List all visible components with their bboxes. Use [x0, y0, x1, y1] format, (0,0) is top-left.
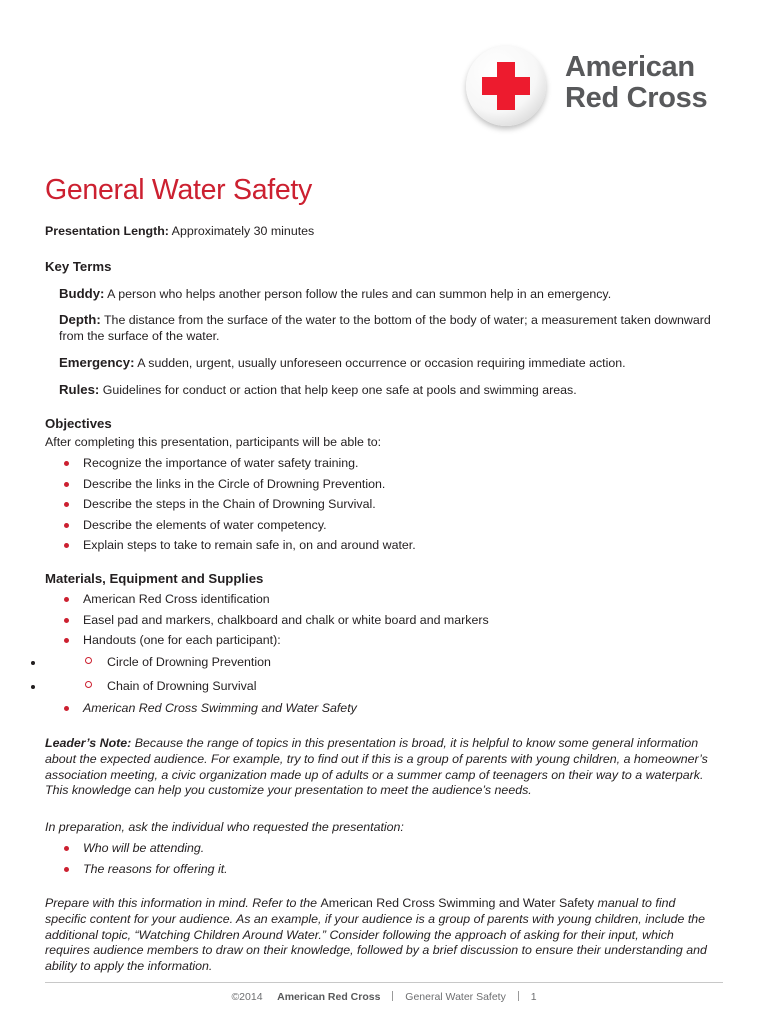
footer-page-number: 1: [530, 991, 537, 1003]
objectives-heading: Objectives: [45, 416, 112, 431]
prepare-paragraph: [45, 896, 720, 975]
bullet-dot: [64, 482, 69, 487]
leaders-note-label: Leader’s Note:: [45, 736, 132, 750]
list-item: [45, 700, 725, 721]
materials-heading: Materials, Equipment and Supplies: [45, 571, 264, 586]
list-item-text: Handouts (one for each participant):: [83, 633, 281, 648]
footer-divider: [45, 982, 723, 983]
footer-doc-title: General Water Safety: [405, 991, 506, 1003]
leaders-note: [45, 736, 720, 799]
list-item-text: American Red Cross identification: [83, 592, 270, 606]
manual-title: American Red Cross Swimming and Water Safety: [320, 896, 595, 910]
bullet-dot: [64, 618, 69, 623]
term-name: Depth:: [59, 312, 101, 327]
list-item-text: Describe the links in the Circle of Drowning Prevention.: [83, 476, 386, 491]
logo-wordmark: [565, 52, 707, 114]
term-emergency: [59, 354, 719, 371]
footer-separator: [518, 991, 519, 1001]
list-item-text: Describe the steps in the Chain of Drowning Survival.: [83, 497, 376, 512]
prepare-text-2: manual to find specific content for your audience. As an example, if your audience is a group of parents with young children, include the additional topic, “Watching Children Around Water.” Consider following the approach of asking for their input, which requires audience members to draw on their knowledge, followed by a brief discussion to ensure their understanding and ability to apply the information.: [45, 896, 707, 974]
list-item: [45, 840, 725, 861]
list-item: [45, 496, 725, 517]
page-title: General Water Safety: [45, 174, 312, 206]
term-name: Emergency:: [59, 355, 135, 370]
bullet-dot: [64, 597, 69, 602]
leaders-note-text: Because the range of topics in this presentation is broad, it is helpful to know some general information about the expected audience. For example, try to find out if this is a group of parents with young children, a homeowner’s association meeting, a civic organization made up of adults or a summer camp of teenagers on their way to a waterpark. This knowledge can help you customize your presentation to meet the audience’s needs.: [45, 736, 708, 798]
handouts-list: [45, 654, 725, 701]
bullet-dot: [64, 461, 69, 466]
list-item: [45, 861, 725, 882]
preparation-list: [45, 840, 725, 881]
bullet-dot: [64, 846, 69, 851]
list-item-text: American Red Cross Swimming and Water Safety: [83, 701, 357, 715]
list-item-text: Easel pad and markers, chalkboard and chalk or white board and markers: [83, 612, 489, 627]
term-depth: [59, 312, 719, 344]
list-item-text: The reasons for offering it.: [83, 861, 228, 876]
term-name: Rules:: [59, 382, 100, 397]
logo-line-2: Red Cross: [565, 82, 708, 114]
list-item: [45, 455, 725, 476]
bullet-ring: [85, 657, 92, 664]
bullet-dot: [64, 543, 69, 548]
term-rules: [59, 381, 719, 398]
prepare-text-1: Prepare with this information in mind. Refer to the: [45, 896, 321, 910]
presentation-length-value: Approximately 30 minutes: [168, 224, 315, 238]
bullet-dot: [64, 867, 69, 872]
red-cross-icon: [478, 58, 534, 114]
list-item: [45, 654, 725, 678]
term-name: Buddy:: [59, 286, 105, 301]
preparation-intro: In preparation, ask the individual who requested the presentation:: [45, 820, 404, 834]
list-item: [45, 591, 725, 612]
bullet-ring: [85, 681, 92, 688]
footer-copyright: ©2014: [231, 991, 263, 1003]
list-item: [45, 476, 725, 497]
term-definition: A person who helps another person follow the rules and can summon help in an emergency.: [104, 287, 612, 301]
list-item-text: Chain of Drowning Survival: [107, 678, 257, 693]
bullet-dot: [64, 638, 69, 643]
term-definition: A sudden, urgent, usually unforeseen occurrence or occasion requiring immediate action.: [134, 356, 626, 370]
list-item: [45, 517, 725, 538]
term-definition: Guidelines for conduct or action that help keep one safe at pools and swimming areas.: [99, 383, 577, 397]
presentation-length: [45, 223, 725, 239]
list-item-text: Recognize the importance of water safety training.: [83, 456, 359, 470]
bullet-dot: [64, 502, 69, 507]
term-definition: The distance from the surface of the water to the bottom of the body of water; a measurement taken downward from the surface of the water.: [59, 313, 711, 343]
list-item: [45, 537, 725, 558]
list-item-text: Circle of Drowning Prevention: [107, 655, 271, 669]
objectives-intro: After completing this presentation, participants will be able to:: [45, 435, 382, 449]
term-buddy: [59, 285, 719, 302]
footer-separator: [392, 991, 393, 1001]
presentation-length-label: Presentation Length:: [45, 224, 169, 238]
list-item-text: Describe the elements of water competency.: [83, 517, 327, 532]
bullet-dot: [64, 706, 69, 711]
list-item: [45, 632, 725, 653]
manual-list: [45, 700, 725, 721]
list-item: [45, 612, 725, 633]
key-terms-heading: Key Terms: [45, 259, 112, 274]
list-item-text: Explain steps to take to remain safe in, on and around water.: [83, 538, 416, 553]
list-item: [45, 678, 725, 702]
materials-list: [45, 591, 725, 653]
logo-disc: [466, 46, 546, 126]
page-footer: [0, 991, 768, 1005]
footer-brand: American Red Cross: [277, 991, 381, 1003]
logo-line-1: American: [565, 51, 695, 83]
objectives-list: [45, 455, 725, 558]
list-item-text: Who will be attending.: [83, 841, 205, 855]
bullet-dot: [64, 523, 69, 528]
american-red-cross-logo: [466, 46, 736, 132]
